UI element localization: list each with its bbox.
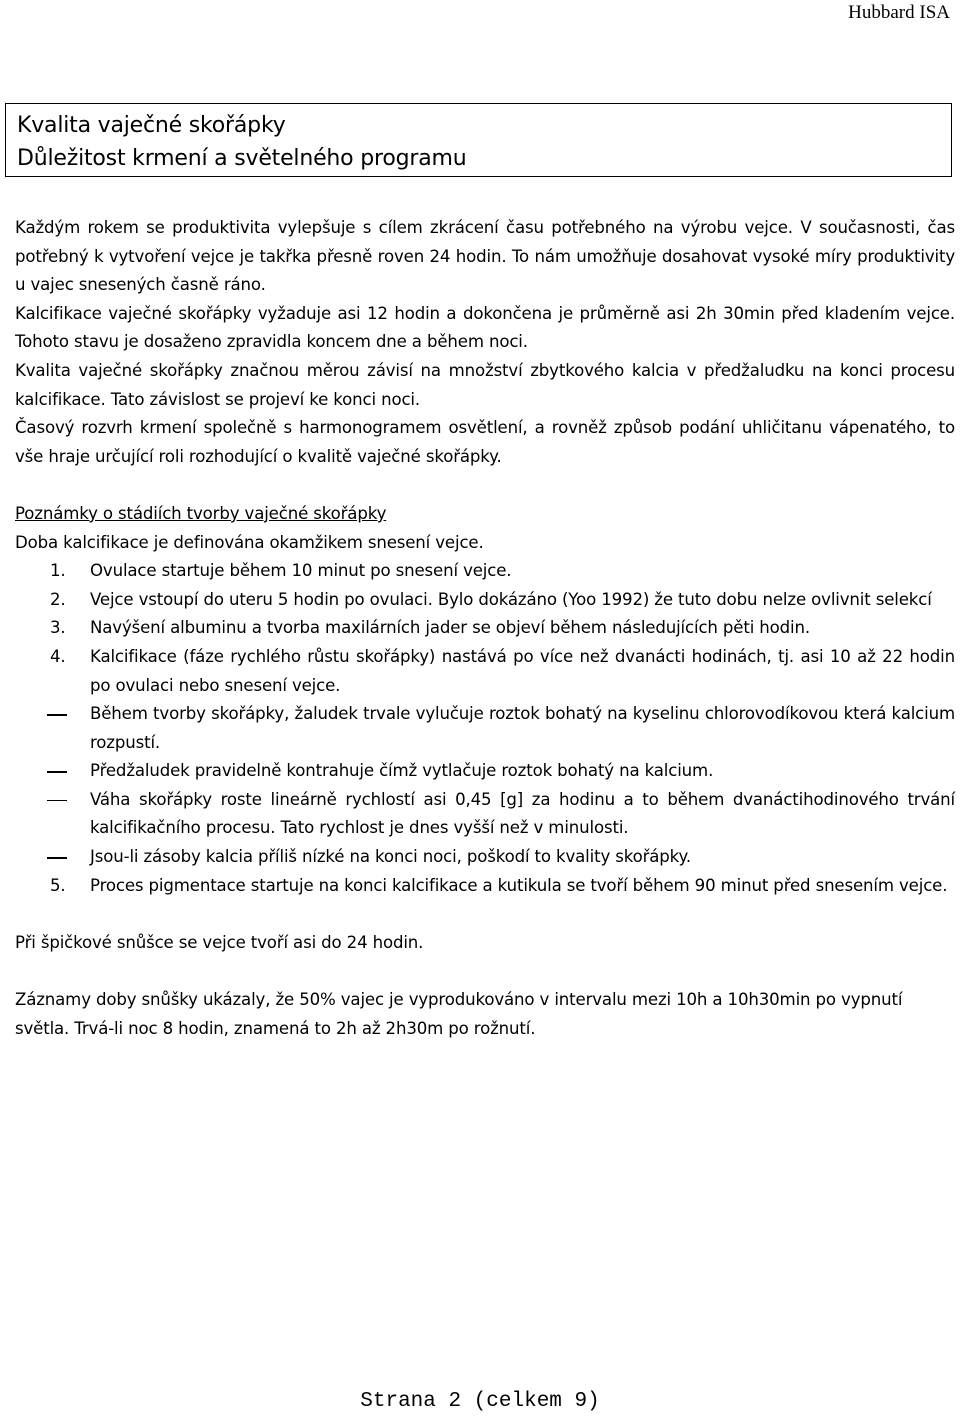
list-item bbox=[15, 643, 955, 700]
stages-list bbox=[15, 557, 955, 700]
records-paragraph: Záznamy doby snůšky ukázaly, že 50% vajec je vyprodukováno v intervalu mezi 10h a 10h30min po vypnutí světla. Trvá-li noc 8 hodin, znamená to 2h až 2h30m po rožnutí. bbox=[15, 990, 903, 1038]
dash-icon bbox=[47, 714, 67, 716]
list-item-text: Proces pigmentace startuje na konci kalcifikace a kutikula se tvoří během 90 minut před snesením vejce. bbox=[90, 875, 948, 895]
list-item-text: Ovulace startuje během 10 minut po snesení vejce. bbox=[90, 561, 512, 581]
list-item-text: Navýšení albuminu a tvorba maxilárních jader se objeví během následujících pěti hodin. bbox=[90, 618, 810, 638]
stages-list-continued bbox=[15, 872, 955, 901]
dash-icon bbox=[47, 771, 67, 773]
list-item bbox=[15, 557, 955, 586]
page-footer: Strana 2 (celkem 9) bbox=[360, 1390, 600, 1413]
list-item bbox=[15, 872, 955, 901]
list-item-text: Vejce vstoupí do uteru 5 hodin po ovulaci. Bylo dokázáno (Yoo 1992) že tuto dobu nelze ovlivnit selekcí bbox=[90, 589, 932, 609]
document-body bbox=[15, 214, 955, 1043]
list-item bbox=[15, 586, 955, 615]
list-number: 5. bbox=[50, 875, 66, 895]
intro-paragraph-4: Časový rozvrh krmení společně s harmonogramem osvětlení, a rovněž způsob podání uhličitanu vápenatého, to vše hraje určující roli rozhodující o kvalitě vaječné skořápky. bbox=[15, 418, 955, 466]
sublist-item bbox=[15, 757, 955, 786]
list-item-text: Kalcifikace (fáze rychlého růstu skořápky) nastává po více než dvanácti hodinách, tj. asi 10 až 22 hodin po ovulaci nebo snesení vejce. bbox=[90, 646, 955, 695]
sublist-item bbox=[15, 786, 955, 843]
calcification-sublist bbox=[15, 700, 955, 872]
intro-paragraph-2: Kalcifikace vaječné skořápky vyžaduje asi 12 hodin a dokončena je průměrně asi 2h 30min před kladením vejce. Tohoto stavu je dosaženo zpravidla koncem dne a během noci. bbox=[15, 303, 955, 352]
title-box bbox=[5, 103, 952, 177]
list-number: 4. bbox=[50, 646, 66, 666]
intro-paragraph-3: Kvalita vaječné skořápky značnou měrou závisí na množství zbytkového kalcia v předžaludku na konci procesu kalcifikace. Tato závislost se projeví ke konci noci. bbox=[15, 360, 955, 409]
sublist-item-text: Jsou-li zásoby kalcia příliš nízké na konci noci, poškodí to kvality skořápky. bbox=[90, 847, 691, 867]
sublist-item-text: Předžaludek pravidelně kontrahuje čímž vytlačuje roztok bohatý na kalcium. bbox=[90, 761, 714, 781]
list-number: 1. bbox=[50, 561, 66, 581]
notes-definition: Doba kalcifikace je definována okamžikem snesení vejce. bbox=[15, 532, 484, 552]
intro-paragraph-1: Každým rokem se produktivita vylepšuje s cílem zkrácení času potřebného na výrobu vejce. V současnosti, čas potřebný k vytvoření vejce je takřka přesně roven 24 hodin. To nám umožňuje dosahovat vysoké míry produktivity u vajec snesených časně ráno. bbox=[15, 218, 955, 295]
sublist-item bbox=[15, 700, 955, 757]
sublist-item bbox=[15, 843, 955, 872]
title-line-2: Důležitost krmení a světelného programu bbox=[17, 146, 467, 171]
peak-paragraph: Při špičkové snůšce se vejce tvoří asi do 24 hodin. bbox=[15, 932, 424, 952]
sublist-item-text: Během tvorby skořápky, žaludek trvale vylučuje roztok bohatý na kyselinu chlorovodíkovou která kalcium rozpustí. bbox=[90, 704, 955, 752]
notes-heading: Poznámky o stádiích tvorby vaječné skořápky bbox=[15, 503, 387, 523]
list-number: 2. bbox=[50, 589, 66, 609]
dash-icon bbox=[47, 857, 67, 859]
sublist-item-text: Váha skořápky roste lineárně rychlostí asi 0,45 [g] za hodinu a to během dvanáctihodinového trvání kalcifikačního procesu. Tato rychlost je dnes vyšší než v minulosti. bbox=[90, 789, 955, 838]
list-item bbox=[15, 614, 955, 643]
company-header: Hubbard ISA bbox=[848, 2, 950, 23]
list-number: 3. bbox=[50, 618, 66, 638]
title-line-1: Kvalita vaječné skořápky bbox=[17, 113, 286, 138]
dash-icon bbox=[47, 800, 67, 802]
